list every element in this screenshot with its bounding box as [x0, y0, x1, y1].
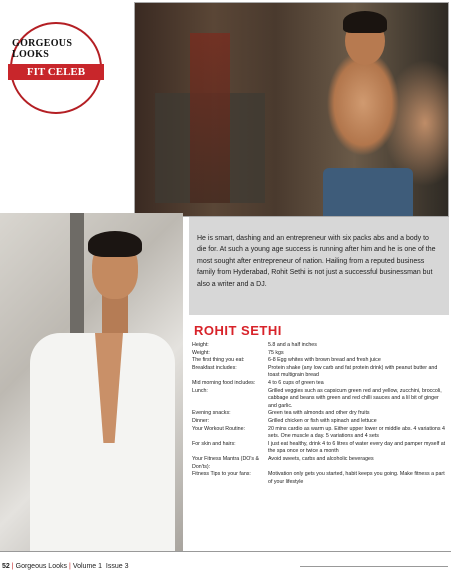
fact-value: 4 to 6 cups of green tea	[268, 379, 324, 386]
volume-label: Volume 1	[72, 563, 103, 570]
portrait-photo	[0, 213, 183, 551]
footer-divider	[0, 551, 451, 552]
fact-label: The first thing you eat:	[192, 357, 245, 364]
fact-value: 20 mins cardio as warm up. Either upper lower or middle abs. 4 variations 4 sets. One muscle a day. 5 variations and 4 sets	[268, 425, 445, 440]
fact-label: Mid morning food includes:	[192, 379, 256, 386]
fact-row	[192, 350, 447, 358]
fact-label: Weight:	[192, 349, 210, 356]
fact-value: 6-8 Egg whites with brown bread and fresh juice	[268, 357, 381, 364]
fact-row	[192, 342, 447, 350]
model-hair	[88, 231, 142, 257]
page-footer	[2, 563, 128, 570]
fact-label: Lunch:	[192, 387, 208, 394]
footer-rule	[300, 566, 448, 567]
fact-value: 5.8 and a half inches	[268, 342, 317, 348]
model-neck	[102, 293, 128, 333]
fact-row	[192, 471, 447, 486]
logo-ring-text: GORGEOUS LOOKS	[12, 38, 73, 60]
fact-value: Grilled veggies such as capsicum green red and yellow, zucchini, broccoli, cabbage and beans with green and red chilli sauces and a lil bit of ginger and garlic.	[268, 387, 442, 409]
fact-label: Evening snacks:	[192, 410, 231, 417]
fact-row	[192, 418, 447, 426]
background-machinery	[190, 33, 230, 203]
fact-value: Grilled chicken or fish with spinach and lettuce	[268, 417, 377, 424]
fact-value: Protein shake (any low carb and fat protein drink) with peanut butter and toast multigrain bread	[268, 364, 438, 379]
fact-value: I just eat healthy, drink 4 to 6 litres of water every day and pamper myself at the spa once or twice a month	[268, 440, 446, 455]
fact-row	[192, 357, 447, 365]
fact-value: Avoid sweets, carbs and alcoholic beverages	[268, 455, 374, 462]
fact-row	[192, 441, 447, 456]
intro-text: He is smart, dashing and an entrepreneur with six packs abs and a body to die for. At such a young age success is running after him and he is one of the most sought after entrepreneur of nation. Hailing from a reputed business family from Hyderabad, Rohit Sethi is not just a successful businessman but also a writer and a DJ.	[197, 235, 436, 288]
intro-panel	[189, 217, 449, 315]
issue-label: Issue 3	[105, 563, 129, 570]
fit-celeb-logo	[10, 22, 102, 114]
fact-row	[192, 365, 447, 380]
footer-separator: |	[69, 563, 71, 570]
magazine-name: Gorgeous Looks	[15, 563, 67, 570]
fact-value: 75 kgs	[268, 349, 284, 356]
fact-row	[192, 388, 447, 411]
fact-row	[192, 380, 447, 388]
fact-row	[192, 426, 447, 441]
fact-row	[192, 410, 447, 418]
fact-label: Fitness Tips to your fans:	[192, 471, 251, 478]
fact-label: Height:	[192, 342, 209, 348]
fact-label: Your Workout Routine:	[192, 425, 245, 432]
model-hair	[343, 11, 387, 33]
fact-label: Dinner:	[192, 417, 210, 424]
fact-value: Motivation only gets you started, habit keeps you going. Make fitness a part of your lifestyle	[268, 471, 445, 485]
fact-label: Your Fitness Mantra (DO's & Don'ts):	[192, 455, 260, 470]
fact-label: For skin and hairs:	[192, 440, 236, 447]
top-photo	[134, 2, 449, 217]
logo-band: FIT CELEB	[8, 64, 104, 80]
fact-label: Breakfast includes:	[192, 364, 237, 371]
profile-name: ROHIT SETHI	[194, 323, 282, 338]
page-number: 52	[2, 563, 10, 570]
fact-value: Green tea with almonds and other dry fruits	[268, 410, 370, 417]
footer-separator: |	[11, 563, 14, 570]
model-jeans	[323, 168, 413, 217]
fact-row	[192, 456, 447, 471]
profile-facts	[192, 342, 447, 486]
